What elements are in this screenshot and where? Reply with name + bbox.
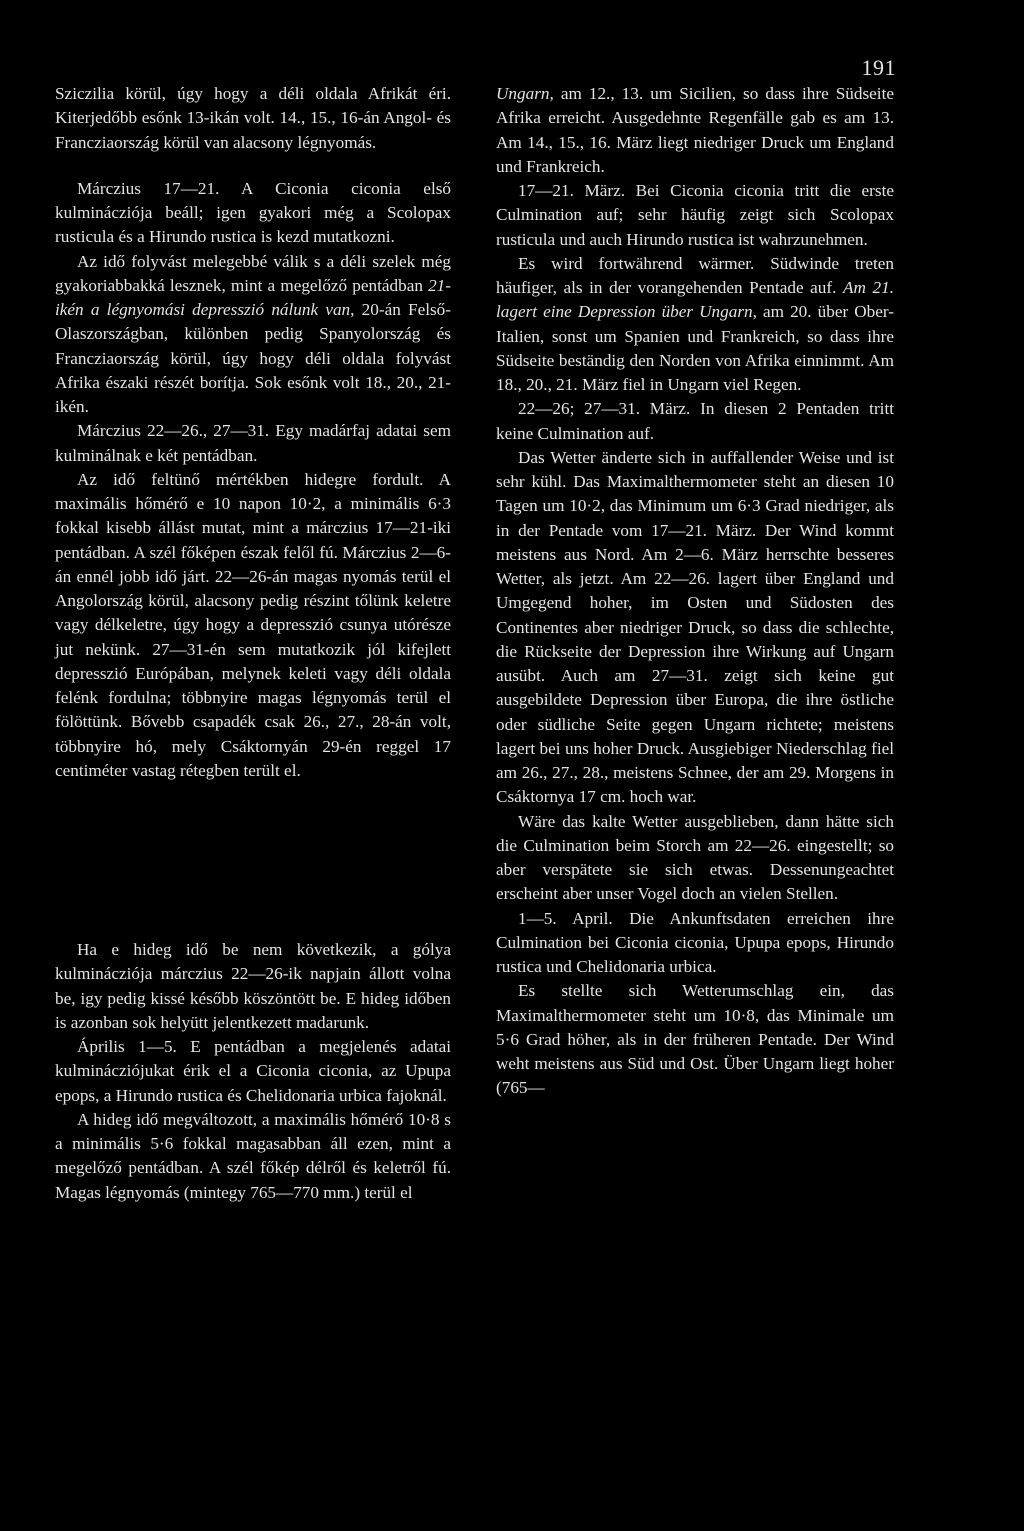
right-paragraph-3 (496, 252, 894, 398)
text-segment: A hideg idő megváltozott, a maximális hőmérő 10·8 s a minimális 5·6 fokkal magasabban áll ezen, mint a megelőző pentádban. A szél főkép délről és keletről fú. Magas légnyomás (mintegy 765—770 mm.) terül el (55, 1109, 451, 1202)
page-number: 191 (861, 55, 896, 80)
right-paragraph-5 (496, 446, 894, 810)
text-segment: Márczius 22—26., 27—31. Egy madárfaj adatai sem kulminálnak e két pentádban. (55, 421, 451, 465)
left-paragraph-5 (55, 468, 451, 783)
left-paragraph-6 (55, 938, 451, 1035)
text-segment: Es stellte sich Wetterumschlag ein, das Maximalthermometer steht um 10·8, das Minimale um 5·6 Grad höher, als in der früheren Pentade. Der Wind weht meistens aus Süd und Ost. Über Ungarn liegt hoher (765— (496, 981, 894, 1098)
text-segment: Az idő feltünő mértékben hidegre fordult. A maximális hőmérő e 10 napon 10·2, a minimális 6·3 fokkal kisebb állást mutat, mint a márczius 17—21-iki pentádban. A szél főképen észak felől fú. Márczius 2—6-án ennél jobb idő járt. 22—26-án magas nyomás terül el Angolország körül, alacsony pedig részint tőlünk keletre vagy délkeletre, úgy hogy a depresszió csunya utórésze jut nekünk. 27—31-én sem mutatkozik jól kifejlett depresszió Európában, melynek keleti vagy déli oldala felénk fordulna; többnyire magas légnyomás terül el fölöttünk. Bővebb csapadék csak 26., 27., 28-án volt, többnyire hó, mely Csáktornyán 29-én reggel 17 centiméter vastag rétegben terült el. (55, 469, 451, 780)
italic-text-segment: Am 21. lagert eine Depression über Ungarn (496, 278, 894, 322)
left-column-hungarian (55, 82, 451, 1205)
right-paragraph-2 (496, 179, 894, 252)
text-segment: , am 20. über Ober-Italien, sonst um Spanien und Frankreich, so dass ihre Südseite beständig den Norden von Afrika einnimmt. Am 18., 20., 21. März fiel in Ungarn viel Regen. (496, 302, 894, 394)
right-paragraph-6 (496, 810, 894, 907)
text-segment: Ha e hideg idő be nem következik, a gólya kulminácziója márczius 22—26-ik napjain állott volna be, igy pedig kissé később köszöntött be. E hideg időben is azonban sok helyütt jelentkezett madarunk. (55, 940, 451, 1032)
text-segment: Das Wetter änderte sich in auffallender Weise und ist sehr kühl. Das Maximalthermometer steht an diesen 10 Tagen um 10·2, das Minimum um 6·3 Grad niedriger, als in der Pentade vom 17—21. März. Der Wind kommt meistens aus Nord. Am 2—6. März herrschte besseres Wetter, als jetzt. Am 22—26. lagert über England und Umgegend hoher, im Osten und Südosten des Continentes aber niedriger Druck, so dass die schlechte, die Rückseite der Depression ihre Wirkung auf Ungarn ausübt. Auch am 27—31. zeigt sich keine gut ausgebildete Depression über Europa, die ihre östliche oder südliche Seite gegen Ungarn richtete; meistens lagert bei uns hoher Druck. Ausgiebiger Niederschlag fiel am 26., 27., 28., meistens Schnee, der am 29. Morgens in Csáktornya 17 cm. hoch war. (496, 447, 894, 807)
text-segment: Sziczilia körül, úgy hogy a déli oldala Afrikát éri. Kiterjedőbb esőnk 13-ikán volt. 14., 15., 16-án Angol- és Francziaország körül van alacsony légnyomás. (55, 84, 451, 152)
text-segment: , am 12., 13. um Sicilien, so dass ihre Südseite Afrika erreicht. Ausgedehnte Regenfälle gab es am 13. Am 14., 15., 16. März liegt niedriger Druck um England und Frankreich. (496, 84, 894, 176)
left-paragraph-3 (55, 250, 451, 420)
text-segment: 22—26; 27—31. März. In diesen 2 Pentaden tritt keine Culmination auf. (496, 399, 894, 443)
right-column-german (496, 82, 894, 1101)
text-segment: Es wird fortwährend wärmer. Südwinde treten häufiger, als in der vorangehenden Pentade auf. (496, 253, 894, 297)
left-paragraph-4 (55, 419, 451, 468)
italic-text-segment: Ungarn (496, 84, 550, 103)
italic-text-segment: 21-ikén a légnyomási depresszió nálunk van (55, 275, 451, 319)
text-segment: Az idő folyvást melegebbé válik s a déli szelek még gyakoriabbakká lesznek, mint a megelőző pentádban (55, 251, 451, 295)
right-paragraph-1 (496, 82, 894, 179)
right-paragraph-8 (496, 979, 894, 1100)
text-segment: 17—21. März. Bei Ciconia ciconia tritt die erste Culmination auf; sehr häufig zeigt sich Scolopax rusticula und auch Hirundo rustica ist wahrzunehmen. (496, 181, 894, 249)
right-paragraph-4 (496, 397, 894, 446)
right-paragraph-7 (496, 907, 894, 980)
text-segment: , 20-án Felső-Olaszországban, különben pedig Spanyolország és Francziaország körül, úgy hogy déli oldala folyvást Afrika északi részét borítja. Sok esőnk volt 18., 20., 21-ikén. (55, 300, 452, 416)
text-segment: Wäre das kalte Wetter ausgeblieben, dann hätte sich die Culmination beim Storch am 22—26. eingestellt; so aber verspätete sie sich etwas. Dessenungeachtet erscheint aber unser Vogel doch an vielen Stellen. (496, 811, 894, 904)
left-paragraph-1 (55, 82, 451, 155)
left-paragraph-7 (55, 1035, 451, 1108)
text-segment: Április 1—5. E pentádban a megjelenés adatai kulminácziójukat érik el a Ciconia ciconia, az Upupa epops, a Hirundo rustica és Chelidonaria urbica fajoknál. (55, 1037, 451, 1105)
text-segment: Márczius 17—21. A Ciconia ciconia első kulminácziója beáll; igen gyakori még a Scolopax rusticula és a Hirundo rustica is kezd mutatkozni. (55, 178, 451, 247)
left-paragraph-2 (55, 177, 451, 250)
text-segment: 1—5. April. Die Ankunftsdaten erreichen ihre Culmination bei Ciconia ciconia, Upupa epops, Hirundo rustica und Chelidonaria urbica. (496, 908, 894, 976)
left-paragraph-8 (55, 1108, 451, 1205)
